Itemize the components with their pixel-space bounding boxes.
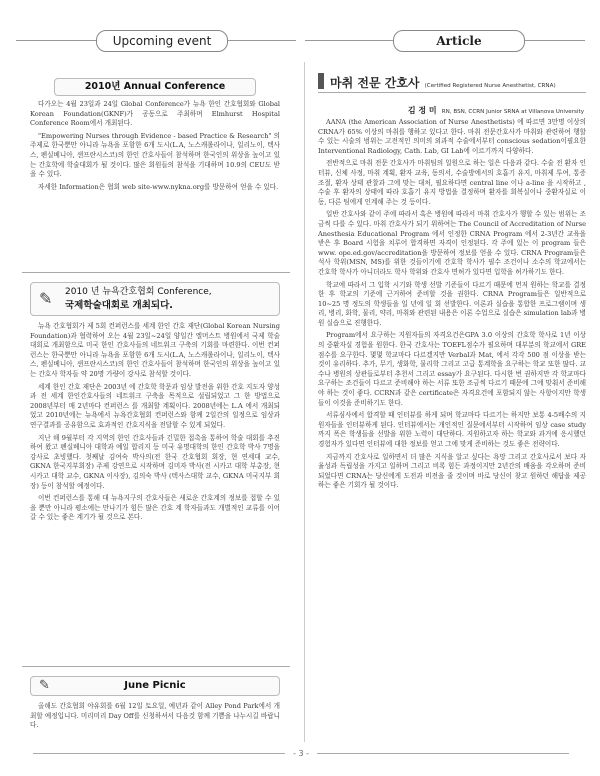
kna-title-line2: 국제학술대회로 개최되다. — [65, 300, 173, 311]
conference-paragraph: 자세한 Information은 협회 web site-www.nykna.org를 방문하여 얻을 수 있다. — [38, 182, 279, 191]
article-paragraph: AANA (the American Association of Nurse Anesthetists) 에 따르면 3만명 이상의 CRNA가 65% 이상의 마취를 행하고 있다고 한다. 마취 전문간호사가 마취와 관련하여 행할 수 있는 시술의 범위는 고전적인 의미의 외과적 수술에서부터 conscious sedation이필요한 Interventional Radiology, Cath. Lab, GI Lab에 이르기까지 다양하다. — [318, 118, 586, 155]
article-tab: Article — [393, 30, 525, 52]
kna-paragraph: 세계 한인 간호 재단은 2003년 에 간호학 학문과 임상 발전을 위한 간호 지도자 양성과 전 세계 한인간호사들의 네트워크 구축을 목적으로 설립되었고 그 한 방법으로 2008년부터 매 2년마다 컨퍼런스 를 개최할 계획이다. 2008년에는 L.A 에서 개최되었고 2010년에는 뉴욕에서 뉴욕간호협회 컨퍼런스와 함께 2일간의 일정으로 임상과 연구결과를 공유함으로 효과적인 간호지식을 전달할 수 있게 되었다. — [30, 382, 280, 429]
article-title-underline — [318, 92, 586, 93]
kna-section — [30, 322, 280, 526]
annual-conference-title: 2010년 Annual Conference — [54, 78, 256, 96]
column-divider — [304, 62, 305, 742]
conference-paragraph: "Empowering Nurses through Evidence - based Practice & Research" 의 주제로 한국뿐만 아니라 뉴욕을 포함한 6개 도시(L.A, 노스캐롤라이나, 일리노이, 텍사스, 펜실베니아, 샌프란시스코)의 한인 간호사들이 참석하며 한국인의 위상을 높이고 있는 간호학에 학술대회가 될 것이다. 많은 회원들의 참석을 기대하며 10.9의 CEU도 받을 수 있다. — [30, 131, 280, 179]
kna-title-line1: 2010 년 뉴욕간호협회 Conference, — [65, 287, 212, 297]
picnic-section — [30, 702, 280, 734]
kna-paragraph: 지난 해 9월부터 각 지역의 한인 간호사들과 긴밀한 접촉을 통하여 학술 대회를 추진하여 왔고 펜실베니아 대학과 예일 합리지 등 미국 유명대학의 한인 간호학 박사 7명을 강사로 초빙했다. 첫째날 김여숙 박사의(전 한국 간호협회 회장, 현 연세대 교수, GKNA 한국지부회장) 주제 강연으로 시작하며 김미자 박사(전 시카고 대학 부총장, 현 시카고 대학 교수, GKNA 이사장), 김의숙 박사 (텍사스대학 교수, GKNA 미국지부 회장) 등이 참석할 예정이다. — [30, 433, 280, 490]
author-credentials: RN, BSN, CCRN Junior SRNA at Villanova University — [441, 109, 584, 115]
page-number — [16, 749, 586, 758]
june-picnic-title — [30, 676, 280, 696]
section-divider — [22, 272, 290, 273]
page-number-label: - 3 - — [293, 749, 309, 758]
pencil-icon: ✎ — [39, 289, 53, 308]
article-paragraph: 학교에 따라서 그 입학 시기와 학생 선발 기준들이 다르기 때문에 먼저 원하는 학교를 결정한 후 학교의 기준에 근거하여 준비할 것을 권한다. CRNA Program들은 일반적으로 10~25 명 정도의 학생들을 일 년에 일 회 선발한다. 이론과 실습을 통합한 프로그램이며 생리, 병리, 화학, 물리, 약리, 마취와 관련된 내용은 이론 수업으로 실습은 simulation lab과 병원 실습으로 진행한다. — [318, 280, 586, 327]
section-divider — [22, 666, 290, 667]
article-paragraph: 일반 간호사와 같이 주에 따라서 혹은 병원에 따라서 마취 간호사가 행할 수 있는 범위는 조금씩 다를 수 있다. 마취 간호사가 되기 위하여는 The Council of Accreditation of Nurse Anesthesia Educational Program 에서 인정한 CRNA Program 에서 2-3년간 교육을 받은 후 Board 시험을 치루어 합격하면 자격이 인정된다. 각 주에 있는 이 program 들은 www. ope.ed.gov/accreditation을 방문하여 정보를 얻을 수 있다. CRNA Program들은 석사 학위(MSN, MS)를 위한 것들이기에 간호학 학사가 필수 조건이나 소수의 학교에서는 간호학 학사가 아니더라도 학사 학위와 간호사 면허가 있다면 입학을 허가하기도 한다. — [318, 210, 586, 276]
kna-paragraph: 이번 컨퍼런스를 통해 대 뉴욕지구의 간호사들은 새로운 간호계의 정보를 접할 수 있을 뿐만 아니라 평소에는 만나기가 힘든 많은 간호 계 학자들과도 개별적인 교류를 이어 갈 수 있는 좋은 계기가 될 것으로 본다. — [30, 494, 280, 522]
author-name: 김 정 미 — [407, 106, 437, 115]
article-title-sub: (Certified Registered Nurse Anesthetist, CRNA) — [424, 83, 556, 89]
article-paragraph: 전반적으로 마취 전문 간호사가 마취팀의 일원으로 하는 일은 다음과 같다. 수술 전 환자 인터뷰, 신체 사정, 마취 계획, 환자 교육, 동의서, 수술방에서의 호흡기 유지, 마취제 투여, 통증 조절, 환자 상태 관찰과 그에 맞는 대처, 필요하다면 central line 이나 a-line 을 시작하고 , 수술 후 환자의 상태에 따라 호흡기 유지 방법을 결정하며 환자를 회복실이나 중환자실로 이동, 다른 팀에게 인계해 주는 것 등이다. — [318, 159, 586, 206]
article-title-main: 마취 전문 간호사 — [330, 76, 420, 90]
conference-section — [30, 100, 280, 195]
kna-paragraph: 뉴욕 간호협회가 제 5회 컨퍼런스를 세계 한인 간호 재단(Global Korean Nursing Foundation)과 협력하여 오는 4월 23일~24일 양일간 엘머스트 병원에서 국제 학술대회로 개최함으로 미국 한인 간호사들의 네트워크 구축의 기회를 마련한다. 이번 컨퍼런스는 한국뿐만 아니라 뉴욕을 포함한 6개 도시(L.A, 노스캐롤라이나, 일리노이, 텍사스, 펜실베니아, 샌프란시스코)의 한인 간호사들이 참석하며 한국인의 위상을 높이고 있는 간호사 학자들 약 20명 가량이 강사로 참석할 것이다. — [30, 322, 280, 378]
article-paragraph: Program에서 요구하는 지원자들의 자격요건은GPA 3.0 이상의 간호학 학사로 1년 이상의 중환자실 경험을 원한다. 한국 간호사는 TOEFL점수가 필요하며 대부분의 학교에서 GRE점수를 요구한다. 몇몇 학교마다 다르겠지만 Verbal과 Mat, 에서 각각 500 점 이상을 받는 것이 유리하다. 추가, 무기, 생화학, 물리학 그리고 고급 통계학을 요구하는 학교 또한 많다. 교수나 병원의 상관들로부터 추천서 그리고 essay가 요구된다. 다시한 번 권하지만 각 학교마다 요구하는 조건들이 다르고 준비해야 하는 서류 또한 조금씩 다르기 때문에 그에 맞춰서 준비해야 하는 것이 좋다. CCRN과 같은 certificate은 자격요건에 포함되지 않는 사항이지만 학생들이 이것을 준비하기도 한다. — [318, 331, 586, 407]
conference-paragraph: 다가오는 4월 23일과 24일 Global Conference가 뉴욕 한인 간호협회와 Global Korean Foundation(GKNF)가 공동으로 주최하며 Elmhurst Hospital Conference Room에서 개최된다. — [30, 100, 280, 128]
article-paragraph: 지금까지 간호사로 일하면서 더 많은 지식을 알고 싶다는 욕망 그리고 간호사로서 보다 자율성과 독립성을 가지고 일하며 그리고 비록 힘든 과정이지만 2년간의 배움을 각오하며 준비되었다면 CRNA는 당신에게 도전과 비전을 줄 것이며 바로 당신이 찾고 원하던 해답을 제공하는 좋은 기회가 될 것이다. — [318, 452, 586, 490]
article-title — [330, 72, 592, 91]
article-title-bar — [318, 73, 324, 89]
kna-conference-title — [30, 282, 280, 316]
article-paragraph: 서류심사에서 합격할 때 인터뷰를 하게 되며 학교마다 다르기는 하지만 보통 4-5배수의 지원자들을 인터뷰하게 된다. 인터뷰에서는 개인적인 질문에서부터 시작하여 임상 case study까지 폭은 학생들을 선발을 위한 노력이 대단하다. 지원하고자 하는 학교와 과거에 응시했던 경험자가 있다면 인터뷰에 대한 정보를 얻고 그에 맞게 준비하는 것도 좋은 전략이다. — [318, 411, 586, 448]
picnic-paragraph: 올해도 간호협회 야유회를 6월 12일 토요일, 예년과 같이 Alley Pond Park에서 개최할 예정입니다. 미리미리 Day Off를 신청하셔서 다음것 함께 기쁨을 나누시길 바랍니다. — [30, 702, 280, 730]
pencil-icon: ✎ — [39, 678, 50, 693]
june-picnic-label: June Picnic — [124, 680, 186, 691]
article-author — [408, 98, 584, 117]
upcoming-event-tab: Upcoming event — [96, 30, 228, 52]
article-body — [318, 118, 586, 494]
